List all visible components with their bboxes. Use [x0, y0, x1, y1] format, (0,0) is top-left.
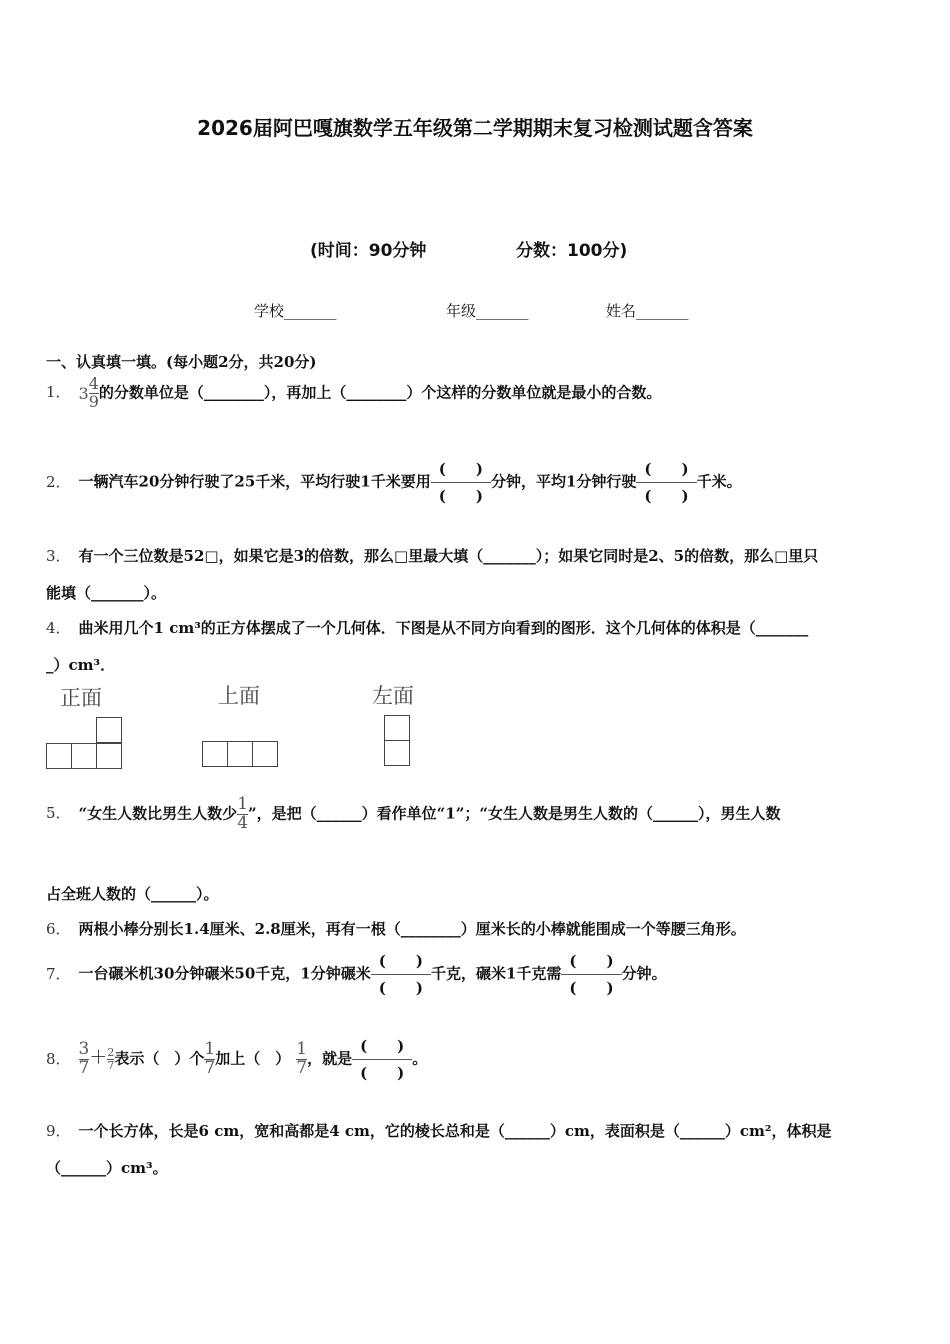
top-view-label: 上面: [218, 684, 260, 708]
mixed-fraction: $\frac{4}{9}$: [88, 374, 99, 411]
question-text: 的分数单位是（________），再加上（________）个这样的分数单位就是最小的合数。: [98, 383, 662, 402]
fraction-one-seventh: $\frac{1}{7}$: [204, 1039, 216, 1078]
question-9: 9． 一个长方体，长是6 cm，宽和高都是4 cm，它的棱长总和是（______）cm，表面积是（______）cm²，体积是: [46, 1122, 832, 1140]
question-2: 2． 一辆汽车20分钟行驶了25千米，平均行驶1千米要用 ( ) ( ) 分钟，平均1分钟行驶 ( ) ( ) 千米。: [46, 456, 742, 509]
answer-fraction-blank: ( ) ( ): [352, 1033, 412, 1086]
name-field: 姓名_______: [606, 302, 689, 320]
front-view-label: 正面: [60, 686, 102, 710]
grade-field: 年级_______: [446, 302, 529, 320]
question-4-cont: _）cm³．: [46, 656, 116, 674]
fraction-one-seventh: $\frac{1}{7}$: [296, 1039, 308, 1078]
question-number: 1．: [46, 383, 71, 402]
section-heading: 一、认真填一填。(每小题2分，共20分): [46, 353, 317, 371]
question-8: 8． $\frac{3}{7}$ ＋ $\frac{2}{7}$ 表示（ ）个 $\frac{1}{7}$ 加上（ ） $\frac{1}{7}$ ，就是 ( ) ( ) 。: [46, 1033, 427, 1086]
answer-fraction-blank: ( ) ( ): [636, 456, 696, 509]
school-field: 学校_______: [254, 302, 337, 320]
answer-fraction-blank: ( ) ( ): [371, 948, 431, 1001]
page-title: 2026届阿巴嘎旗数学五年级第二学期期末复习检测试题含答案: [197, 116, 753, 140]
question-1: [46, 376, 661, 411]
answer-fraction-blank: ( ) ( ): [431, 456, 491, 509]
left-view-label: 左面: [372, 684, 414, 708]
fraction-one-quarter: $\frac{1}{4}$: [237, 794, 249, 833]
question-9-cont: （______）cm³。: [46, 1159, 168, 1177]
fraction-three-sevenths: $\frac{3}{7}$: [78, 1039, 90, 1078]
question-6: 6． 两根小棒分别长1.4厘米、2.8厘米，再有一根（________）厘米长的小棒就能围成一个等腰三角形。: [46, 920, 746, 938]
question-4: 4． 曲米用几个1 cm³的正方体摆成了一个几何体．下图是从不同方向看到的图形．这个几何体的体积是（_______: [46, 619, 809, 637]
fraction-two-sevenths: $\frac{2}{7}$: [107, 1046, 115, 1072]
answer-fraction-blank: ( ) ( ): [561, 948, 621, 1001]
question-5: 5． “女生人数比男生人数少 $\frac{1}{4}$ ”，是把（______）看作单位“1”；“女生人数是男生人数的（______），男生人数: [46, 794, 781, 833]
question-3: 3． 有一个三位数是52□，如果它是3的倍数，那么□里最大填（_______）；如果它同时是2、5的倍数，那么□里只: [46, 547, 819, 565]
mixed-whole: 3: [78, 383, 89, 403]
exam-time: (时间：90分钟: [310, 241, 427, 261]
exam-score: 分数：100分): [516, 241, 628, 261]
question-5-cont: 占全班人数的（______）。: [46, 885, 219, 903]
question-7: 7． 一台碾米机30分钟碾米50千克，1分钟碾米 ( ) ( ) 千克，碾米1千克需 ( ) ( ) 分钟。: [46, 948, 667, 1001]
question-3-cont: 能填（_______）。: [46, 584, 167, 602]
